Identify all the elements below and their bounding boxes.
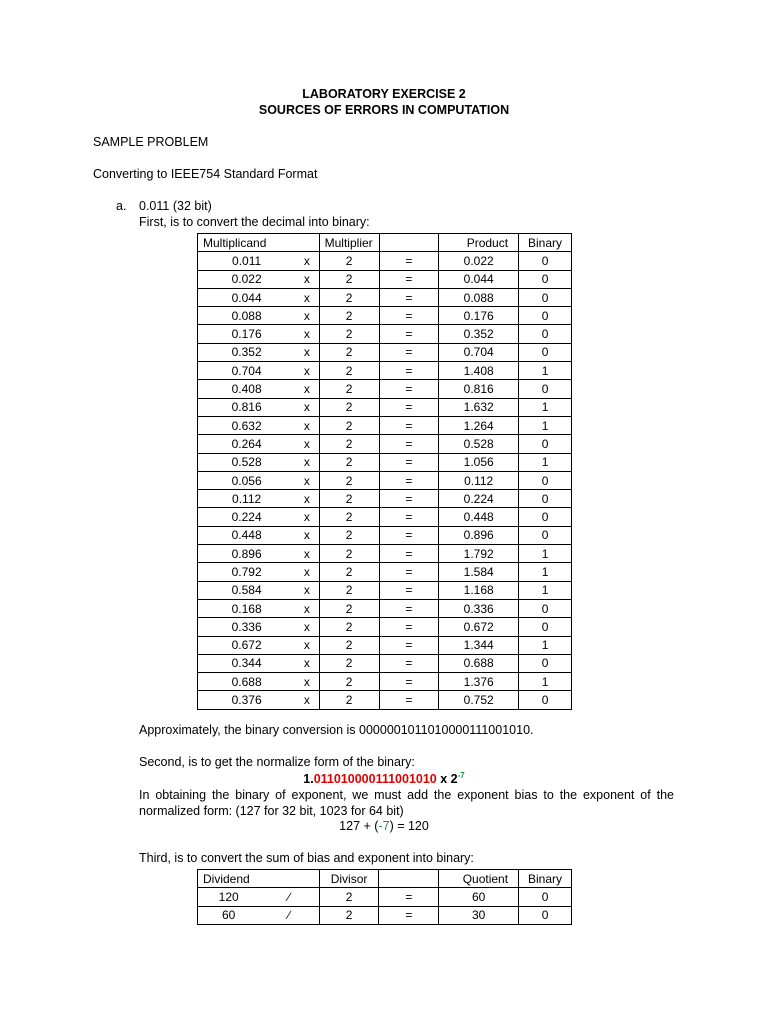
- table-header-blank: [379, 870, 439, 888]
- table-cell: x: [295, 618, 319, 636]
- table-cell: =: [379, 618, 439, 636]
- table-row: [198, 416, 572, 434]
- table-cell: 0.022: [439, 252, 519, 270]
- table-cell: 0.336: [198, 618, 296, 636]
- table-cell: 0.176: [439, 307, 519, 325]
- table-cell: x: [295, 325, 319, 343]
- conversion-heading: Converting to IEEE754 Standard Format: [93, 167, 318, 181]
- table-cell: 0.816: [198, 398, 296, 416]
- table-cell: 2: [319, 288, 379, 306]
- table-cell: =: [379, 398, 439, 416]
- table-cell: =: [379, 380, 439, 398]
- table-cell: 2: [319, 599, 379, 617]
- table-cell: =: [379, 888, 439, 906]
- table-header-cell: Binary: [519, 870, 572, 888]
- table-cell: 0: [519, 435, 572, 453]
- table-row: [198, 599, 572, 617]
- bias-equation: [0, 819, 768, 833]
- table-cell: 0: [519, 654, 572, 672]
- table-cell: 0: [519, 906, 572, 924]
- table-cell: 2: [319, 906, 379, 924]
- table-header-cell: Multiplicand: [198, 234, 320, 252]
- table-cell: 0.176: [198, 325, 296, 343]
- table-cell: 2: [319, 673, 379, 691]
- table-header-cell: Divisor: [319, 870, 379, 888]
- table-cell: 2: [319, 545, 379, 563]
- approx-binary-text: Approximately, the binary conversion is 0000001011010000111001010.: [139, 723, 534, 737]
- item-a-marker: a.: [116, 199, 127, 213]
- exponent-paragraph: In obtaining the binary of exponent, we must add the exponent bias to the exponent of the normalized form: (127 for 32 bit, 1023 for 64 bit): [139, 788, 674, 818]
- table-header-cell: Binary: [519, 234, 572, 252]
- table-cell: =: [379, 673, 439, 691]
- table-row: [198, 252, 572, 270]
- table-cell: 1: [519, 673, 572, 691]
- table-cell: 2: [319, 270, 379, 288]
- table-cell: 0.352: [439, 325, 519, 343]
- table-cell: x: [295, 654, 319, 672]
- table-cell: 1.792: [439, 545, 519, 563]
- table-cell: =: [379, 526, 439, 544]
- normalized-mantissa: 011010000111001010: [313, 772, 437, 787]
- table-cell: 2: [319, 325, 379, 343]
- table-row: [198, 307, 572, 325]
- table-row: [198, 906, 572, 924]
- table-cell: 2: [319, 362, 379, 380]
- table-cell: x: [295, 526, 319, 544]
- table-cell: x: [295, 453, 319, 471]
- table-cell: 1.264: [439, 416, 519, 434]
- table-cell: x: [295, 636, 319, 654]
- table-cell: x: [295, 288, 319, 306]
- table-row: [198, 471, 572, 489]
- bias-exponent: -7: [378, 819, 390, 833]
- table-cell: 1: [519, 563, 572, 581]
- table-cell: =: [379, 545, 439, 563]
- table-cell: 1.344: [439, 636, 519, 654]
- table-cell: =: [379, 307, 439, 325]
- table-cell: =: [379, 563, 439, 581]
- table-cell: 2: [319, 654, 379, 672]
- table-cell: x: [295, 545, 319, 563]
- table-cell: =: [379, 416, 439, 434]
- table-cell: 2: [319, 416, 379, 434]
- table-row: [198, 380, 572, 398]
- table-cell: 1.056: [439, 453, 519, 471]
- table-cell: 0.044: [439, 270, 519, 288]
- table-cell: 0.088: [198, 307, 296, 325]
- table-cell: 0: [519, 325, 572, 343]
- table-header-blank: [379, 234, 439, 252]
- table-row: [198, 545, 572, 563]
- table-cell: 1: [519, 581, 572, 599]
- table-cell: 0: [519, 691, 572, 709]
- table-cell: 2: [319, 490, 379, 508]
- table-cell: 0.704: [198, 362, 296, 380]
- table-cell: 2: [319, 618, 379, 636]
- table-cell: 0.752: [439, 691, 519, 709]
- division-table: [197, 869, 572, 925]
- table-cell: 2: [319, 435, 379, 453]
- table-cell: 0: [519, 490, 572, 508]
- table-cell: 0.112: [198, 490, 296, 508]
- table-cell: 1: [519, 362, 572, 380]
- table-cell: 2: [319, 343, 379, 361]
- table-cell: 30: [439, 906, 519, 924]
- table-cell: =: [379, 471, 439, 489]
- table-cell: 0.022: [198, 270, 296, 288]
- table-cell: 120: [198, 888, 260, 906]
- table-cell: =: [379, 691, 439, 709]
- table-cell: 2: [319, 526, 379, 544]
- table-cell: 0.792: [198, 563, 296, 581]
- table-cell: 2: [319, 252, 379, 270]
- table-cell: =: [379, 906, 439, 924]
- table-cell: x: [295, 563, 319, 581]
- table-cell: 0.896: [198, 545, 296, 563]
- table-row: [198, 563, 572, 581]
- table-cell: x: [295, 599, 319, 617]
- table-cell: 0.011: [198, 252, 296, 270]
- table-cell: 2: [319, 508, 379, 526]
- table-header-cell: Multiplier: [319, 234, 379, 252]
- table-cell: 1: [519, 398, 572, 416]
- table-cell: x: [295, 270, 319, 288]
- table-cell: x: [295, 398, 319, 416]
- table-cell: =: [379, 654, 439, 672]
- table-row: [198, 691, 572, 709]
- table-cell: 0.264: [198, 435, 296, 453]
- table-row: [198, 398, 572, 416]
- table-cell: 2: [319, 380, 379, 398]
- table-cell: 1.584: [439, 563, 519, 581]
- table-cell: 0.704: [439, 343, 519, 361]
- normalized-form: [0, 771, 768, 786]
- normalized-lead: 1.: [303, 772, 314, 787]
- table-row: [198, 654, 572, 672]
- step-two-text: Second, is to get the normalize form of the binary:: [139, 755, 415, 769]
- table-cell: 0.688: [439, 654, 519, 672]
- table-cell: 0: [519, 307, 572, 325]
- table-row: [198, 888, 572, 906]
- table-cell: x: [295, 380, 319, 398]
- table-row: [198, 435, 572, 453]
- table-cell: 2: [319, 636, 379, 654]
- table-cell: x: [295, 362, 319, 380]
- table-cell: 0: [519, 618, 572, 636]
- table-header-cell: Dividend: [198, 870, 320, 888]
- table-row: [198, 508, 572, 526]
- table-cell: 0.168: [198, 599, 296, 617]
- table-cell: =: [379, 599, 439, 617]
- table-cell: x: [295, 416, 319, 434]
- table-cell: 0.584: [198, 581, 296, 599]
- table-cell: 1: [519, 416, 572, 434]
- lab-subtitle: SOURCES OF ERRORS IN COMPUTATION: [258, 103, 510, 117]
- table-cell: 0.336: [439, 599, 519, 617]
- table-cell: 2: [319, 453, 379, 471]
- table-cell: 0: [519, 252, 572, 270]
- table-cell: 0: [519, 343, 572, 361]
- table-cell: =: [379, 636, 439, 654]
- table-cell: =: [379, 435, 439, 453]
- normalized-exponent: -7: [457, 771, 465, 780]
- table-cell: ∕: [259, 906, 319, 924]
- table-cell: 0.112: [439, 471, 519, 489]
- table-row: [198, 453, 572, 471]
- table-cell: x: [295, 343, 319, 361]
- table-cell: 2: [319, 398, 379, 416]
- table-cell: 0.632: [198, 416, 296, 434]
- table-cell: 0: [519, 471, 572, 489]
- table-cell: =: [379, 252, 439, 270]
- table-cell: 0.528: [439, 435, 519, 453]
- table-cell: 0.448: [439, 508, 519, 526]
- bias-prefix: 127 + (: [339, 819, 379, 833]
- table-row: [198, 270, 572, 288]
- table-header-row: [198, 234, 572, 252]
- table-cell: 1.376: [439, 673, 519, 691]
- table-row: [198, 581, 572, 599]
- table-cell: 2: [319, 691, 379, 709]
- table-cell: 60: [198, 906, 260, 924]
- table-cell: x: [295, 508, 319, 526]
- table-cell: 0.688: [198, 673, 296, 691]
- table-cell: x: [295, 435, 319, 453]
- table-cell: 0.056: [198, 471, 296, 489]
- table-row: [198, 288, 572, 306]
- table-cell: 0.224: [198, 508, 296, 526]
- table-cell: 0: [519, 270, 572, 288]
- table-cell: 1: [519, 453, 572, 471]
- table-row: [198, 526, 572, 544]
- bias-suffix: ) = 120: [389, 819, 429, 833]
- table-cell: 0.448: [198, 526, 296, 544]
- table-cell: 0.408: [198, 380, 296, 398]
- table-cell: x: [295, 252, 319, 270]
- table-cell: 0.896: [439, 526, 519, 544]
- table-cell: =: [379, 581, 439, 599]
- table-cell: 2: [319, 581, 379, 599]
- table-cell: 2: [319, 471, 379, 489]
- table-row: [198, 362, 572, 380]
- table-cell: 2: [319, 563, 379, 581]
- item-a-value: 0.011 (32 bit): [139, 199, 212, 213]
- normalized-times: x 2: [436, 772, 458, 787]
- table-cell: 0.088: [439, 288, 519, 306]
- step-one-text: First, is to convert the decimal into binary:: [139, 215, 370, 229]
- table-cell: 1.632: [439, 398, 519, 416]
- table-cell: 0: [519, 508, 572, 526]
- table-cell: 2: [319, 888, 379, 906]
- table-cell: x: [295, 307, 319, 325]
- table-header-row: [198, 870, 572, 888]
- lab-title: LABORATORY EXERCISE 2: [302, 87, 466, 101]
- sample-problem-heading: SAMPLE PROBLEM: [93, 135, 209, 149]
- table-cell: =: [379, 288, 439, 306]
- table-cell: 1.408: [439, 362, 519, 380]
- table-row: [198, 343, 572, 361]
- table-cell: 0: [519, 380, 572, 398]
- table-cell: =: [379, 508, 439, 526]
- table-row: [198, 325, 572, 343]
- table-cell: 0: [519, 526, 572, 544]
- table-cell: x: [295, 673, 319, 691]
- table-cell: x: [295, 471, 319, 489]
- table-row: [198, 490, 572, 508]
- table-cell: =: [379, 270, 439, 288]
- table-cell: 0.344: [198, 654, 296, 672]
- table-cell: ∕: [259, 888, 319, 906]
- table-cell: 0: [519, 288, 572, 306]
- table-cell: 0.352: [198, 343, 296, 361]
- table-cell: =: [379, 343, 439, 361]
- table-cell: =: [379, 453, 439, 471]
- table-cell: 2: [319, 307, 379, 325]
- table-cell: 0.044: [198, 288, 296, 306]
- table-header-cell: Product: [439, 234, 519, 252]
- table-cell: x: [295, 490, 319, 508]
- table-cell: 0.528: [198, 453, 296, 471]
- table-row: [198, 636, 572, 654]
- table-cell: 1.168: [439, 581, 519, 599]
- table-cell: =: [379, 325, 439, 343]
- table-cell: 0.224: [439, 490, 519, 508]
- multiplication-table: [197, 233, 572, 710]
- table-cell: 60: [439, 888, 519, 906]
- step-three-text: Third, is to convert the sum of bias and exponent into binary:: [139, 851, 474, 865]
- table-row: [198, 618, 572, 636]
- table-cell: 1: [519, 545, 572, 563]
- table-cell: 1: [519, 636, 572, 654]
- table-cell: x: [295, 581, 319, 599]
- table-cell: 0.376: [198, 691, 296, 709]
- table-cell: 0.672: [198, 636, 296, 654]
- table-cell: =: [379, 490, 439, 508]
- table-cell: x: [295, 691, 319, 709]
- table-cell: 0.672: [439, 618, 519, 636]
- table-header-cell: Quotient: [439, 870, 519, 888]
- table-cell: =: [379, 362, 439, 380]
- table-cell: 0: [519, 888, 572, 906]
- table-cell: 0: [519, 599, 572, 617]
- table-cell: 0.816: [439, 380, 519, 398]
- table-row: [198, 673, 572, 691]
